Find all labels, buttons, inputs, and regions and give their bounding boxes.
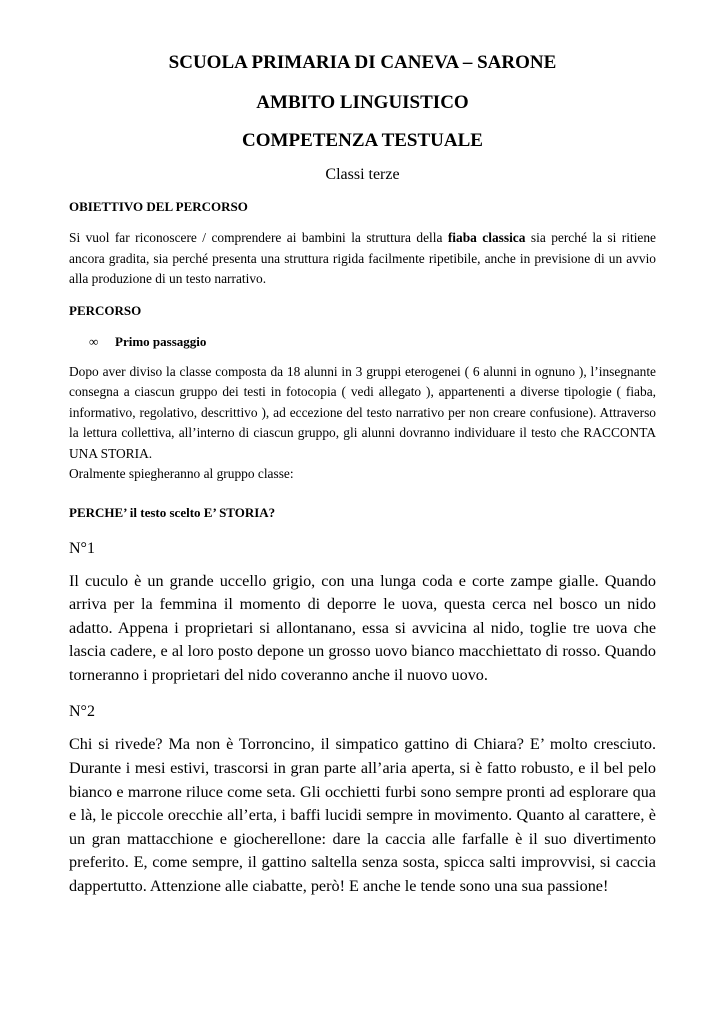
area-title: AMBITO LINGUISTICO	[256, 92, 469, 113]
document-page	[69, 50, 656, 899]
objective-text-end: sia perché la si ritiene ancora gradita, sia perché presenta una struttura rigida facilmente ripetibile, anche in previsione di un avvio alla produzione di un testo narrativo.	[69, 230, 656, 286]
objective-text-start: Si vuol far riconoscere / comprendere ai bambini la struttura della	[69, 230, 448, 245]
route-heading: PERCORSO	[69, 302, 142, 318]
text-body-1: Il cuculo è un grande uccello grigio, con una lunga coda e corte zampe gialle. Quando arriva per la femmina il momento di deporre le uova, questa cerca nel bosco un nido adatto. Appena i proprietari si allontanano, essa si avvicina al nido, toglie tre uova che lascia cadere, e al loro posto depone un grosso uovo bianco macchiettato di rosso. Quando torneranno i proprietari del nido coveranno anche il nuovo uovo.	[69, 571, 656, 684]
classes-subtitle: Classi terze	[325, 166, 400, 183]
objective-paragraph	[69, 228, 656, 290]
text-number-1: N°1	[69, 539, 95, 557]
text-number-2: N°2	[69, 703, 95, 721]
infinity-bullet-icon: ∞	[89, 333, 99, 349]
objective-heading: OBIETTIVO DEL PERCORSO	[69, 199, 248, 214]
school-title: SCUOLA PRIMARIA DI CANEVA – SARONE	[168, 52, 557, 73]
question-line: PERCHE’ il testo scelto E’ STORIA?	[69, 504, 276, 520]
text-body-2: Chi si rivede? Ma non è Torroncino, il simpatico gattino di Chiara? E’ molto cresciuto. Durante i mesi estivi, trascorsi in gran parte all’aria aperta, si è fatto robusto, e il bel pelo bianco e marrone riluce come seta. Gli occhietti furbi sono sempre pronti ad esplorare qua e là, le piccole orecchie all’erta, i baffi lucidi sempre in movimento. Quanto al carattere, è un gran mattacchione e giocherellone: dare la caccia alle farfalle è il suo divertimento preferito. E, come sempre, il gattino saltella senza sosta, spicca salti improvvisi, si caccia dappertutto. Attenzione alle ciabatte, però! E anche le tende sono una sua passione!	[69, 735, 656, 896]
step-bullet	[69, 334, 656, 350]
objective-text-bold: fiaba classica	[447, 230, 526, 245]
oral-line: Oralmente spiegheranno al gruppo classe:	[69, 466, 294, 481]
step-label: Primo passaggio	[115, 333, 207, 349]
competence-title: COMPETENZA TESTUALE	[242, 130, 483, 151]
route-paragraph: Dopo aver diviso la classe composta da 18 alunni in 3 gruppi eterogenei ( 6 alunni in ognuno ), l’insegnante consegna a ciascun gruppo dei testi in fotocopia ( vedi allegato ), appartenenti a diverse tipologie ( fiaba, informativo, regolativo, descrittivo ), ad eccezione del testo narrativo per non creare confusione). Attraverso la lettura collettiva, all’interno di ciascun gruppo, gli alunni dovranno individuare il testo che RACCONTA UNA STORIA.	[69, 363, 656, 461]
